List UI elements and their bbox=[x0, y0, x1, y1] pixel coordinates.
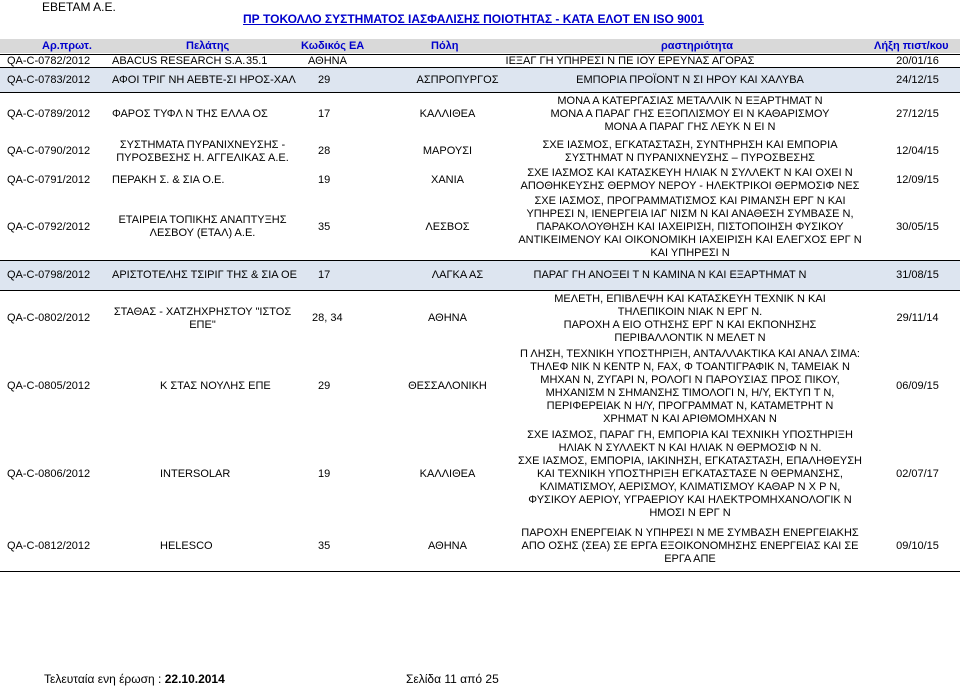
activity-line: ΜΗΧΑΝ Ν, ΖΥΓΑΡΙ Ν, ΡΟΛΟΓΙ Ν ΠΑΡΟΥΣΙΑΣ ΠΡΟΣ ΠΙΚΟΥ, bbox=[540, 373, 840, 386]
city bbox=[270, 55, 385, 67]
activity-line: ΤΗΛΕΦ ΝΙΚ Ν ΚΕΝΤΡ Ν, FAX, Φ ΤΟΑΝΤΙΓΡΑΦΙΚ Ν, ΤΑΜΕΙΑΚ Ν bbox=[530, 360, 850, 373]
activity-line: ΑΝΤΙΚΕΙΜΕΝΟΥ ΚΑΙ ΟΙΚΟΝΟΜΙΚΗ ΙΑΧΕΙΡΙΣΗ ΚΑΙ ΕΛΕΓΧΟΣ ΕΡΓ Ν bbox=[518, 233, 862, 246]
activity-line: ΕΜΠΟΡΙΑ ΠΡΟΪΟΝΤ Ν ΣΙ ΗΡΟΥ ΚΑΙ ΧΑΛΥΒΑ bbox=[576, 73, 804, 86]
client-name-text: INTERSOLAR bbox=[160, 467, 231, 480]
protocol-number bbox=[7, 427, 107, 521]
activity-line: ΗΜΟΣΙ Ν ΕΡΓ Ν bbox=[649, 506, 731, 519]
activity bbox=[510, 194, 870, 260]
protocol-number bbox=[7, 347, 107, 426]
protocol-number-text: QA-C-0802/2012 bbox=[7, 312, 91, 324]
city bbox=[390, 427, 505, 521]
ea-code-text: 29 bbox=[318, 73, 331, 86]
activity bbox=[510, 291, 870, 346]
client-name-line: ΕΤΑΙΡΕΙΑ ΤΟΠΙΚΗΣ ΑΝΑΠΤΥΞΗΣ bbox=[118, 214, 287, 226]
activity-line: ΑΠΟ ΟΣΗΣ (ΣΕΑ) ΣΕ ΕΡΓΑ ΕΞΟΙΚΟΝΟΜΗΣΗΣ ΕΝΕΡΓΕΙΑΣ ΚΑΙ ΣΕ bbox=[521, 540, 859, 552]
client-name bbox=[112, 261, 327, 290]
city-text: ΑΘΗΝΑ bbox=[428, 312, 467, 324]
ea-code bbox=[318, 68, 378, 92]
activity-line: ΑΠΟΘΗΚΕΥΣΗΣ ΘΕΡΜΟΥ ΝΕΡΟΥ - ΗΛΕΚΤΡΙΚΟΙ ΘΕΡΜΟΣΙΦ ΝΕΣ bbox=[520, 180, 860, 192]
activity-line: ΧΡΗΜΑΤ Ν ΚΑΙ ΑΡΙΘΜΟΜΗΧΑΝ Ν bbox=[603, 412, 777, 425]
expiry-date-text: 09/10/15 bbox=[896, 540, 939, 552]
expiry-date-text: 02/07/17 bbox=[896, 467, 939, 480]
city bbox=[390, 347, 505, 426]
city-text: ΚΑΛΛΙΘΕΑ bbox=[419, 467, 476, 480]
activity-line: ΠΕΡΙΒΑΛΛΟΝΤΙΚ Ν ΜΕΛΕΤ Ν bbox=[614, 331, 766, 344]
expiry-date bbox=[880, 427, 955, 521]
activity-line: ΣΧΕ ΙΑΣΜΟΣ, ΕΓΚΑΤΑΣΤΑΣΗ, ΣΥΝΤΗΡΗΣΗ ΚΑΙ ΕΜΠΟΡΙΑ bbox=[542, 138, 838, 151]
activity-line: ΥΠΗΡΕΣΙ Ν, ΙΕΝΕΡΓΕΙΑ ΙΑΓ ΝΙΣΜ Ν ΚΑΙ ΑΝΑΘΕΣΗ ΣΥΜΒΑΣΕ Ν, bbox=[526, 207, 854, 220]
table-row bbox=[0, 427, 960, 521]
activity-line: ΤΗΛΕΠΙΚΟΙΝ ΝΙΑΚ Ν ΕΡΓ Ν. bbox=[617, 305, 763, 318]
expiry-date-text: 06/09/15 bbox=[896, 380, 939, 392]
expiry-date bbox=[880, 167, 955, 193]
expiry-date bbox=[880, 55, 955, 67]
expiry-date bbox=[880, 261, 955, 290]
last-update bbox=[44, 672, 225, 686]
activity-line: ΠΕΡΙΦΕΡΕΙΑΚ Ν Η/Υ, ΠΡΟΓΡΑΜΜΑΤ Ν, ΚΑΤΑΜΕΤΡΗΤ Ν bbox=[546, 399, 834, 412]
ea-code bbox=[318, 261, 378, 290]
ea-code bbox=[318, 427, 378, 521]
activity bbox=[450, 55, 810, 67]
city bbox=[390, 137, 505, 166]
protocol-number bbox=[7, 55, 107, 67]
protocol-number-text: QA-C-0792/2012 bbox=[7, 220, 91, 233]
activity-line: ΣΧΕ ΙΑΣΜΟΣ, ΠΡΟΓΡΑΜΜΑΤΙΣΜΟΣ ΚΑΙ ΡΙΜΑΝΣΗ ΕΡΓ Ν ΚΑΙ bbox=[534, 194, 846, 207]
ea-code bbox=[312, 291, 372, 346]
table-row bbox=[0, 68, 960, 92]
activity-line: ΠΑΡΑΓ ΓΗ ΑΝΟΞΕΙ Τ Ν ΚΑΜΙΝΑ Ν ΚΑΙ ΕΞΑΡΤΗΜΑΤ Ν bbox=[533, 269, 807, 281]
city-text: ΚΑΛΛΙΘΕΑ bbox=[419, 108, 476, 120]
activity-line: ΕΡΓΑ ΑΠΕ bbox=[664, 553, 716, 565]
activity-line: ΣΥΣΤΗΜΑΤ Ν ΠΥΡΑΝΙΧΝΕΥΣΗΣ – ΠΥΡΟΣΒΕΣΗΣ bbox=[565, 151, 815, 164]
client-name-text: ΑΦΟΙ ΤΡΙΓ ΝΗ ΑΕΒΤΕ-ΣΙ ΗΡΟΣ-ΧΑΛ bbox=[112, 73, 296, 86]
client-name-text: ΑΡΙΣΤΟΤΕΛΗΣ ΤΣΙΡΙΓ ΤΗΣ & ΣΙΑ ΟΕ bbox=[112, 269, 297, 281]
ea-code bbox=[318, 347, 378, 426]
ea-code bbox=[318, 522, 378, 571]
activity-line: ΚΛΙΜΑΤΙΣΜΟΥ, ΑΕΡΙΣΜΟΥ, ΚΛΙΜΑΤΙΣΜΟΥ ΚΑΘΑΡ Ν Χ Ρ Ν, bbox=[539, 480, 841, 493]
table-row bbox=[0, 347, 960, 426]
activity-line: ΣΧΕ ΙΑΣΜΟΣ ΚΑΙ ΚΑΤΑΣΚΕΥΗ ΗΛΙΑΚ Ν ΣΥΛΛΕΚΤ Ν ΚΑΙ ΟΧΕΙ Ν bbox=[527, 167, 853, 179]
ea-code-text: 28 bbox=[318, 145, 331, 157]
ea-code-text: 28, 34 bbox=[312, 312, 343, 324]
activity-line: ΚΑΙ ΥΠΗΡΕΣΙ Ν bbox=[650, 246, 730, 259]
activity bbox=[510, 93, 870, 136]
activity-line: ΦΥΣΙΚΟΥ ΑΕΡΙΟΥ, ΥΓΡΑΕΡΙΟΥ ΚΑΙ ΗΛΕΚΤΡΟΜΗΧΑΝΟΛΟΓΙΚ Ν bbox=[528, 493, 852, 506]
ea-code-text: 19 bbox=[318, 173, 331, 186]
city bbox=[400, 68, 515, 92]
expiry-date-text: 30/05/15 bbox=[896, 220, 939, 233]
table-row bbox=[0, 55, 960, 67]
activity bbox=[510, 68, 870, 92]
expiry-date-text: 31/08/15 bbox=[896, 269, 939, 281]
protocol-number-text: QA-C-0790/2012 bbox=[7, 145, 91, 157]
client-name-line: ΠΥΡΟΣΒΕΣΗΣ Η. ΑΓΓΕΛΙΚΑΣ Α.Ε. bbox=[116, 151, 289, 164]
client-name-line: ΕΠΕ" bbox=[189, 318, 216, 331]
expiry-date bbox=[880, 137, 955, 166]
activity-line: Π ΛΗΣΗ, ΤΕΧΝΙΚΗ ΥΠΟΣΤΗΡΙΞΗ, ΑΝΤΑΛΛΑΚΤΙΚΑ ΚΑΙ ΑΝΑΛ ΣΙΜΑ: bbox=[520, 347, 860, 360]
ea-code-text: 17 bbox=[318, 269, 331, 281]
expiry-date bbox=[880, 347, 955, 426]
city-text: ΛΕΣΒΟΣ bbox=[425, 220, 470, 233]
activity-line: ΜΟΝΑ Α ΚΑΤΕΡΓΑΣΙΑΣ ΜΕΤΑΛΛΙΚ Ν ΕΞΑΡΤΗΜΑΤ Ν bbox=[557, 95, 823, 107]
client-name-line: ΣΥΣΤΗΜΑΤΑ ΠΥΡΑΝΙΧΝΕΥΣΗΣ - bbox=[119, 138, 286, 151]
city-text: ΑΣΠΡΟΠΥΡΓΟΣ bbox=[416, 73, 499, 86]
activity-line: ΠΑΡΟΧΗ ΕΝΕΡΓΕΙΑΚ Ν ΥΠΗΡΕΣΙ Ν ΜΕ ΣΥΜΒΑΣΗ ΕΝΕΡΓΕΙΑΚΗΣ bbox=[521, 527, 859, 539]
activity bbox=[510, 167, 870, 193]
city bbox=[390, 167, 505, 193]
col-activity: ραστηριότητα bbox=[661, 40, 733, 52]
protocol-number bbox=[7, 261, 107, 290]
activity-line: ΜΗΧΑΝΙΣΜ Ν ΣΗΜΑΝΣΗΣ ΤΙΜΟΛΟΓΙ Ν, Η/Υ, ΕΚΤΥΠ Τ Ν, bbox=[545, 386, 835, 399]
activity-line: ΣΧΕ ΙΑΣΜΟΣ, ΠΑΡΑΓ ΓΗ, ΕΜΠΟΡΙΑ ΚΑΙ ΤΕΧΝΙΚΗ ΥΠΟΣΤΗΡΙΞΗ bbox=[527, 428, 853, 441]
ea-code bbox=[318, 137, 378, 166]
page-number: Σελίδα 11 από 25 bbox=[406, 672, 499, 686]
activity bbox=[480, 261, 860, 290]
expiry-date bbox=[880, 522, 955, 571]
table-row bbox=[0, 261, 960, 290]
expiry-date-text: 12/09/15 bbox=[896, 173, 939, 186]
ea-code-text: 17 bbox=[318, 108, 331, 120]
ea-code-text: 35 bbox=[318, 540, 331, 552]
protocol-number bbox=[7, 291, 107, 346]
ea-code bbox=[318, 167, 378, 193]
ea-code bbox=[318, 194, 378, 260]
expiry-date bbox=[880, 68, 955, 92]
protocol-number-text: QA-C-0806/2012 bbox=[7, 467, 91, 480]
protocol-number-text: QA-C-0791/2012 bbox=[7, 173, 91, 186]
city-text: ΧΑΝΙΑ bbox=[430, 173, 464, 186]
table-row bbox=[0, 93, 960, 136]
expiry-date-text: 27/12/15 bbox=[896, 108, 939, 120]
expiry-date bbox=[880, 291, 955, 346]
client-name bbox=[112, 93, 327, 136]
col-expiry: Λήξη πιστ/κου bbox=[874, 40, 949, 52]
city bbox=[390, 291, 505, 346]
city-text: ΑΘΗΝΑ bbox=[308, 54, 347, 67]
activity bbox=[510, 427, 870, 521]
activity-line: ΚΑΙ ΤΕΧΝΙΚΗ ΥΠΟΣΤΗΡΙΞΗ ΕΓΚΑΤΑΣΤΑΣΕ Ν ΘΕΡΜΑΝΣΗΣ, bbox=[537, 467, 843, 480]
city bbox=[390, 522, 505, 571]
expiry-date-text: 24/12/15 bbox=[896, 73, 939, 86]
client-name-text: ΦΑΡΟΣ ΤΥΦΛ Ν ΤΗΣ ΕΛΛΑ ΟΣ bbox=[112, 108, 268, 120]
expiry-date bbox=[880, 93, 955, 136]
activity-line: ΜΟΝΑ Α ΠΑΡΑΓ ΓΗΣ ΕΞΟΠΛΙΣΜΟΥ ΕΙ Ν ΚΑΘΑΡΙΣΜΟΥ bbox=[550, 108, 830, 120]
ea-code-text: 19 bbox=[318, 467, 331, 480]
client-name bbox=[110, 291, 295, 346]
table-row bbox=[0, 291, 960, 346]
client-name-text: HELESCO bbox=[160, 540, 213, 552]
client-name-text: Κ ΣΤΑΣ ΝΟΥΛΗΣ ΕΠΕ bbox=[160, 380, 271, 392]
activity-line: ΜΕΛΕΤΗ, ΕΠΙΒΛΕΨΗ ΚΑΙ ΚΑΤΑΣΚΕΥΗ ΤΕΧΝΙΚ Ν ΚΑΙ bbox=[554, 292, 826, 305]
expiry-date-text: 20/01/16 bbox=[896, 54, 939, 67]
col-code: Κωδικός ΕΑ bbox=[301, 40, 365, 52]
document-title: ΠΡ ΤΟΚΟΛΛΟ ΣΥΣΤΗΜΑΤΟΣ ΙΑΣΦΑΛΙΣΗΣ ΠΟΙΟΤΗΤΑΣ - ΚΑΤΑ ΕΛΟΤ EN ISO 9001 bbox=[243, 12, 704, 26]
protocol-number bbox=[7, 522, 107, 571]
client-name-text: ΠΕΡΑΚΗ Σ. & ΣΙΑ Ο.Ε. bbox=[112, 173, 225, 186]
activity-line: ΜΟΝΑ Α ΠΑΡΑΓ ΓΗΣ ΛΕΥΚ Ν ΕΙ Ν bbox=[604, 121, 776, 133]
protocol-number-text: QA-C-0805/2012 bbox=[7, 380, 91, 392]
protocol-number bbox=[7, 68, 107, 92]
ea-code-text: 35.1 bbox=[246, 54, 268, 67]
protocol-number-text: QA-C-0798/2012 bbox=[7, 269, 91, 281]
protocol-number-text: QA-C-0789/2012 bbox=[7, 108, 91, 120]
protocol-number bbox=[7, 137, 107, 166]
city bbox=[390, 93, 505, 136]
col-protocol: Αρ.πρωτ. bbox=[42, 40, 92, 52]
ea-code-text: 29 bbox=[318, 380, 331, 392]
protocol-number bbox=[7, 167, 107, 193]
client-name-line: ΣΤΑΘΑΣ - ΧΑΤΖΗΧΡΗΣΤΟΥ "ΙΣΤΟΣ bbox=[113, 305, 292, 318]
column-header-row bbox=[0, 39, 960, 53]
table-row bbox=[0, 522, 960, 571]
expiry-date bbox=[880, 194, 955, 260]
protocol-number-text: QA-C-0783/2012 bbox=[7, 73, 91, 86]
city-text: ΛΑΓΚΑ ΑΣ bbox=[431, 269, 484, 281]
ea-code-text: 35 bbox=[318, 220, 331, 233]
table-row bbox=[0, 194, 960, 260]
row-separator bbox=[0, 571, 960, 572]
last-update-date: 22.10.2014 bbox=[164, 672, 225, 686]
last-update-label: Τελευταία ενη έρωση : bbox=[44, 672, 162, 686]
activity bbox=[510, 137, 870, 166]
table-row bbox=[0, 137, 960, 166]
client-name-line: ΛΕΣΒΟΥ (ΕΤΑΛ) Α.Ε. bbox=[149, 227, 256, 239]
company-name: ΕΒΕΤΑΜ Α.Ε. bbox=[42, 0, 116, 14]
activity-line: ΣΧΕ ΙΑΣΜΟΣ, ΕΜΠΟΡΙΑ, ΙΑΚΙΝΗΣΗ, ΕΓΚΑΤΑΣΤΑΣΗ, ΕΠΑΛΗΘΕΥΣΗ bbox=[518, 454, 862, 467]
expiry-date-text: 12/04/15 bbox=[896, 145, 939, 157]
client-name bbox=[110, 194, 295, 260]
activity bbox=[510, 347, 870, 426]
client-name bbox=[112, 167, 327, 193]
client-name-text: ABACUS RESEARCH S.A. bbox=[112, 54, 246, 67]
expiry-date-text: 29/11/14 bbox=[896, 312, 939, 324]
activity-line: ΗΛΙΑΚ Ν ΣΥΛΛΕΚΤ Ν ΚΑΙ ΗΛΙΑΚ Ν ΘΕΡΜΟΣΙΦ Ν Ν. bbox=[558, 441, 822, 454]
protocol-number bbox=[7, 93, 107, 136]
protocol-number bbox=[7, 194, 107, 260]
protocol-number-text: QA-C-0782/2012 bbox=[7, 54, 91, 67]
table-row bbox=[0, 167, 960, 193]
client-name bbox=[112, 68, 327, 92]
col-client: Πελάτης bbox=[186, 40, 230, 52]
city bbox=[390, 194, 505, 260]
col-city: Πόλη bbox=[431, 40, 459, 52]
city-text: ΜΑΡΟΥΣΙ bbox=[422, 145, 473, 157]
activity-line: ΙΕΞΑΓ ΓΗ ΥΠΗΡΕΣΙ Ν ΠΕ ΙΟΥ ΕΡΕΥΝΑΣ ΑΓΟΡΑΣ bbox=[505, 54, 755, 67]
activity-line: ΠΑΡΑΚΟΛΟΥΘΗΣΗ ΚΑΙ ΙΑΧΕΙΡΙΣΗ, ΠΙΣΤΟΠΟΙΗΣΗ ΦΥΣΙΚΟΥ bbox=[536, 220, 844, 233]
protocol-number-text: QA-C-0812/2012 bbox=[7, 540, 91, 552]
city-text: ΑΘΗΝΑ bbox=[428, 540, 467, 552]
activity bbox=[510, 522, 870, 571]
city-text: ΘΕΣΣΑΛΟΝΙΚΗ bbox=[408, 380, 487, 392]
ea-code bbox=[318, 93, 378, 136]
client-name bbox=[110, 137, 295, 166]
activity-line: ΠΑΡΟΧΗ Α ΕΙΟ ΟΤΗΣΗΣ ΕΡΓ Ν ΚΑΙ ΕΚΠΟΝΗΣΗΣ bbox=[563, 318, 817, 331]
